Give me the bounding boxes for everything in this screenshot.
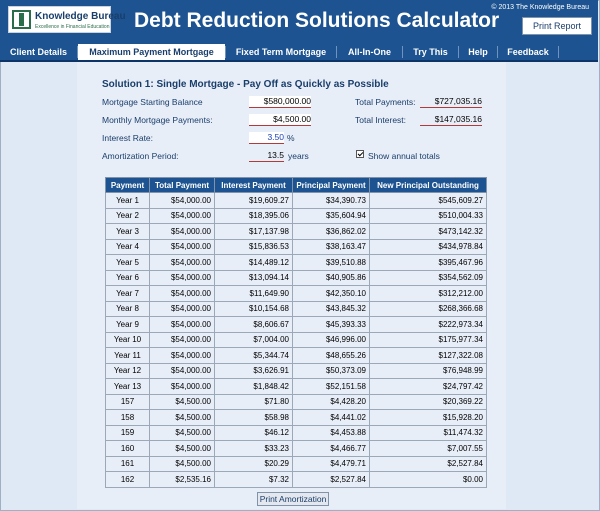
total-payment-cell: $4,500.00: [150, 394, 215, 410]
principal-payment-cell: $4,453.88: [293, 425, 370, 441]
column-header-new-principal-outstanding: New Principal Outstanding: [370, 178, 487, 193]
principal-payment-cell: $42,350.10: [293, 286, 370, 302]
interest-payment-cell: $3,626.91: [215, 363, 293, 379]
total-payment-cell: $54,000.00: [150, 239, 215, 255]
app-header: [0, 0, 598, 44]
principal-payment-cell: $4,441.02: [293, 410, 370, 426]
payment-cell: Year 3: [106, 224, 150, 240]
payment-cell: Year 5: [106, 255, 150, 271]
principal-payment-cell: $48,655.26: [293, 348, 370, 364]
payment-cell: 162: [106, 472, 150, 488]
table-row: [106, 317, 487, 333]
interest-payment-cell: $8,606.67: [215, 317, 293, 333]
table-row: [106, 472, 487, 488]
principal-outstanding-cell: $0.00: [370, 472, 487, 488]
total-payment-cell: $2,535.16: [150, 472, 215, 488]
total-payment-cell: $54,000.00: [150, 270, 215, 286]
principal-outstanding-cell: $434,978.84: [370, 239, 487, 255]
interest-payment-cell: $14,489.12: [215, 255, 293, 271]
payment-cell: Year 10: [106, 332, 150, 348]
tab-fixed-term-mortgage[interactable]: Fixed Term Mortgage: [235, 47, 327, 57]
tab-help[interactable]: Help: [468, 47, 488, 57]
interest-payment-cell: $5,344.74: [215, 348, 293, 364]
interest-payment-cell: $1,848.42: [215, 379, 293, 395]
mortgage-starting-balance-field[interactable]: $580,000.00: [249, 96, 311, 108]
principal-outstanding-cell: $510,004.33: [370, 208, 487, 224]
interest-payment-cell: $71.80: [215, 394, 293, 410]
amortization-period-label: Amortization Period:: [102, 151, 179, 161]
principal-outstanding-cell: $20,369.22: [370, 394, 487, 410]
column-header-interest-payment: Interest Payment: [215, 178, 293, 193]
table-row: [106, 348, 487, 364]
total-payment-cell: $54,000.00: [150, 224, 215, 240]
interest-payment-cell: $58.98: [215, 410, 293, 426]
interest-payment-cell: $11,649.90: [215, 286, 293, 302]
principal-outstanding-cell: $11,474.32: [370, 425, 487, 441]
table-row: [106, 286, 487, 302]
principal-outstanding-cell: $354,562.09: [370, 270, 487, 286]
principal-payment-cell: $52,151.58: [293, 379, 370, 395]
table-row: [106, 363, 487, 379]
table-row: [106, 456, 487, 472]
principal-payment-cell: $4,466.77: [293, 441, 370, 457]
amortization-table-body: [106, 193, 487, 488]
interest-payment-cell: $15,836.53: [215, 239, 293, 255]
interest-rate-label: Interest Rate:: [102, 133, 154, 143]
principal-outstanding-cell: $222,973.34: [370, 317, 487, 333]
principal-payment-cell: $38,163.47: [293, 239, 370, 255]
total-payment-cell: $54,000.00: [150, 348, 215, 364]
principal-outstanding-cell: $312,212.00: [370, 286, 487, 302]
total-payment-cell: $4,500.00: [150, 441, 215, 457]
total-payment-cell: $54,000.00: [150, 193, 215, 209]
interest-payment-cell: $19,609.27: [215, 193, 293, 209]
mortgage-starting-balance-label: Mortgage Starting Balance: [102, 97, 203, 107]
principal-payment-cell: $45,393.33: [293, 317, 370, 333]
interest-payment-cell: $20.29: [215, 456, 293, 472]
payment-cell: Year 13: [106, 379, 150, 395]
payment-cell: Year 9: [106, 317, 150, 333]
monthly-payments-label: Monthly Mortgage Payments:: [102, 115, 213, 125]
principal-outstanding-cell: $2,527.84: [370, 456, 487, 472]
payment-cell: 160: [106, 441, 150, 457]
table-row: [106, 441, 487, 457]
interest-payment-cell: $17,137.98: [215, 224, 293, 240]
column-header-total-payment: Total Payment: [150, 178, 215, 193]
principal-payment-cell: $46,996.00: [293, 332, 370, 348]
interest-rate-unit: %: [287, 133, 295, 143]
payment-cell: Year 11: [106, 348, 150, 364]
tab-feedback[interactable]: Feedback: [507, 47, 549, 57]
amortization-period-unit: years: [288, 151, 309, 161]
solution-title: Solution 1: Single Mortgage - Pay Off as Quickly as Possible: [102, 79, 389, 90]
table-row: [106, 224, 487, 240]
payment-cell: Year 12: [106, 363, 150, 379]
total-interest-label: Total Interest:: [355, 115, 407, 125]
total-payment-cell: $54,000.00: [150, 317, 215, 333]
principal-payment-cell: $34,390.73: [293, 193, 370, 209]
tab-try-this[interactable]: Try This: [413, 47, 448, 57]
tab-bar: [0, 44, 598, 62]
total-payments-label: Total Payments:: [355, 97, 416, 107]
tab-separator: [558, 46, 559, 58]
amortization-table: [105, 177, 487, 488]
total-payment-cell: $54,000.00: [150, 301, 215, 317]
interest-payment-cell: $7,004.00: [215, 332, 293, 348]
total-payment-cell: $54,000.00: [150, 379, 215, 395]
principal-payment-cell: $50,373.09: [293, 363, 370, 379]
show-annual-totals-label: Show annual totals: [368, 151, 440, 161]
table-row: [106, 379, 487, 395]
column-header-principal-payment: Principal Payment: [293, 178, 370, 193]
print-amortization-button[interactable]: Print Amortization: [257, 492, 329, 506]
table-row: [106, 394, 487, 410]
app-title: Debt Reduction Solutions Calculator: [134, 9, 500, 32]
total-payment-cell: $54,000.00: [150, 363, 215, 379]
principal-outstanding-cell: $268,366.68: [370, 301, 487, 317]
total-payments-value: $727,035.16: [420, 96, 482, 108]
logo-title: Knowledge Bureau: [35, 11, 126, 22]
principal-payment-cell: $39,510.88: [293, 255, 370, 271]
table-row: [106, 410, 487, 426]
principal-outstanding-cell: $15,928.20: [370, 410, 487, 426]
table-row: [106, 332, 487, 348]
total-payment-cell: $54,000.00: [150, 286, 215, 302]
logo: [8, 6, 126, 33]
table-row: [106, 239, 487, 255]
monthly-payments-field[interactable]: $4,500.00: [249, 114, 311, 126]
principal-outstanding-cell: $395,467.96: [370, 255, 487, 271]
total-payment-cell: $54,000.00: [150, 332, 215, 348]
interest-payment-cell: $10,154.68: [215, 301, 293, 317]
tab-maximum-payment-mortgage[interactable]: Maximum Payment Mortgage: [78, 44, 225, 60]
principal-outstanding-cell: $545,609.27: [370, 193, 487, 209]
principal-payment-cell: $4,479.71: [293, 456, 370, 472]
payment-cell: Year 6: [106, 270, 150, 286]
principal-outstanding-cell: $76,948.99: [370, 363, 487, 379]
interest-rate-field[interactable]: 3.50: [249, 132, 284, 144]
tab-all-in-one[interactable]: All-In-One: [348, 47, 391, 57]
total-payment-cell: $54,000.00: [150, 208, 215, 224]
total-payment-cell: $54,000.00: [150, 255, 215, 271]
interest-payment-cell: $33.23: [215, 441, 293, 457]
amortization-period-value: 13.5: [249, 150, 284, 162]
payment-cell: 161: [106, 456, 150, 472]
payment-cell: Year 2: [106, 208, 150, 224]
knowledge-bureau-logo-icon: [12, 10, 31, 29]
principal-outstanding-cell: $473,142.32: [370, 224, 487, 240]
column-header-payment: Payment: [106, 178, 150, 193]
principal-outstanding-cell: $24,797.42: [370, 379, 487, 395]
table-row: [106, 255, 487, 271]
interest-payment-cell: $7.32: [215, 472, 293, 488]
payment-cell: Year 8: [106, 301, 150, 317]
principal-outstanding-cell: $175,977.34: [370, 332, 487, 348]
tab-client-details[interactable]: Client Details: [9, 47, 67, 57]
payment-cell: Year 4: [106, 239, 150, 255]
payment-cell: 158: [106, 410, 150, 426]
principal-outstanding-cell: $7,007.55: [370, 441, 487, 457]
show-annual-totals-checkbox[interactable]: [356, 150, 364, 158]
interest-payment-cell: $18,395.06: [215, 208, 293, 224]
total-payment-cell: $4,500.00: [150, 410, 215, 426]
table-row: [106, 208, 487, 224]
table-row: [106, 270, 487, 286]
principal-payment-cell: $2,527.84: [293, 472, 370, 488]
payment-cell: Year 7: [106, 286, 150, 302]
total-payment-cell: $4,500.00: [150, 425, 215, 441]
principal-payment-cell: $35,604.94: [293, 208, 370, 224]
table-row: [106, 193, 487, 209]
payment-cell: 157: [106, 394, 150, 410]
principal-payment-cell: $43,845.32: [293, 301, 370, 317]
interest-payment-cell: $46.12: [215, 425, 293, 441]
logo-tagline: Excellence in Financial Education: [35, 24, 110, 30]
print-report-button[interactable]: Print Report: [522, 17, 592, 35]
principal-payment-cell: $36,862.02: [293, 224, 370, 240]
total-payment-cell: $4,500.00: [150, 456, 215, 472]
principal-payment-cell: $40,905.86: [293, 270, 370, 286]
principal-outstanding-cell: $127,322.08: [370, 348, 487, 364]
table-row: [106, 301, 487, 317]
payment-cell: 159: [106, 425, 150, 441]
principal-payment-cell: $4,428.20: [293, 394, 370, 410]
table-header-row: [106, 178, 487, 193]
payment-cell: Year 1: [106, 193, 150, 209]
interest-payment-cell: $13,094.14: [215, 270, 293, 286]
copyright: © 2013 The Knowledge Bureau: [491, 4, 589, 11]
table-row: [106, 425, 487, 441]
total-interest-value: $147,035.16: [420, 114, 482, 126]
